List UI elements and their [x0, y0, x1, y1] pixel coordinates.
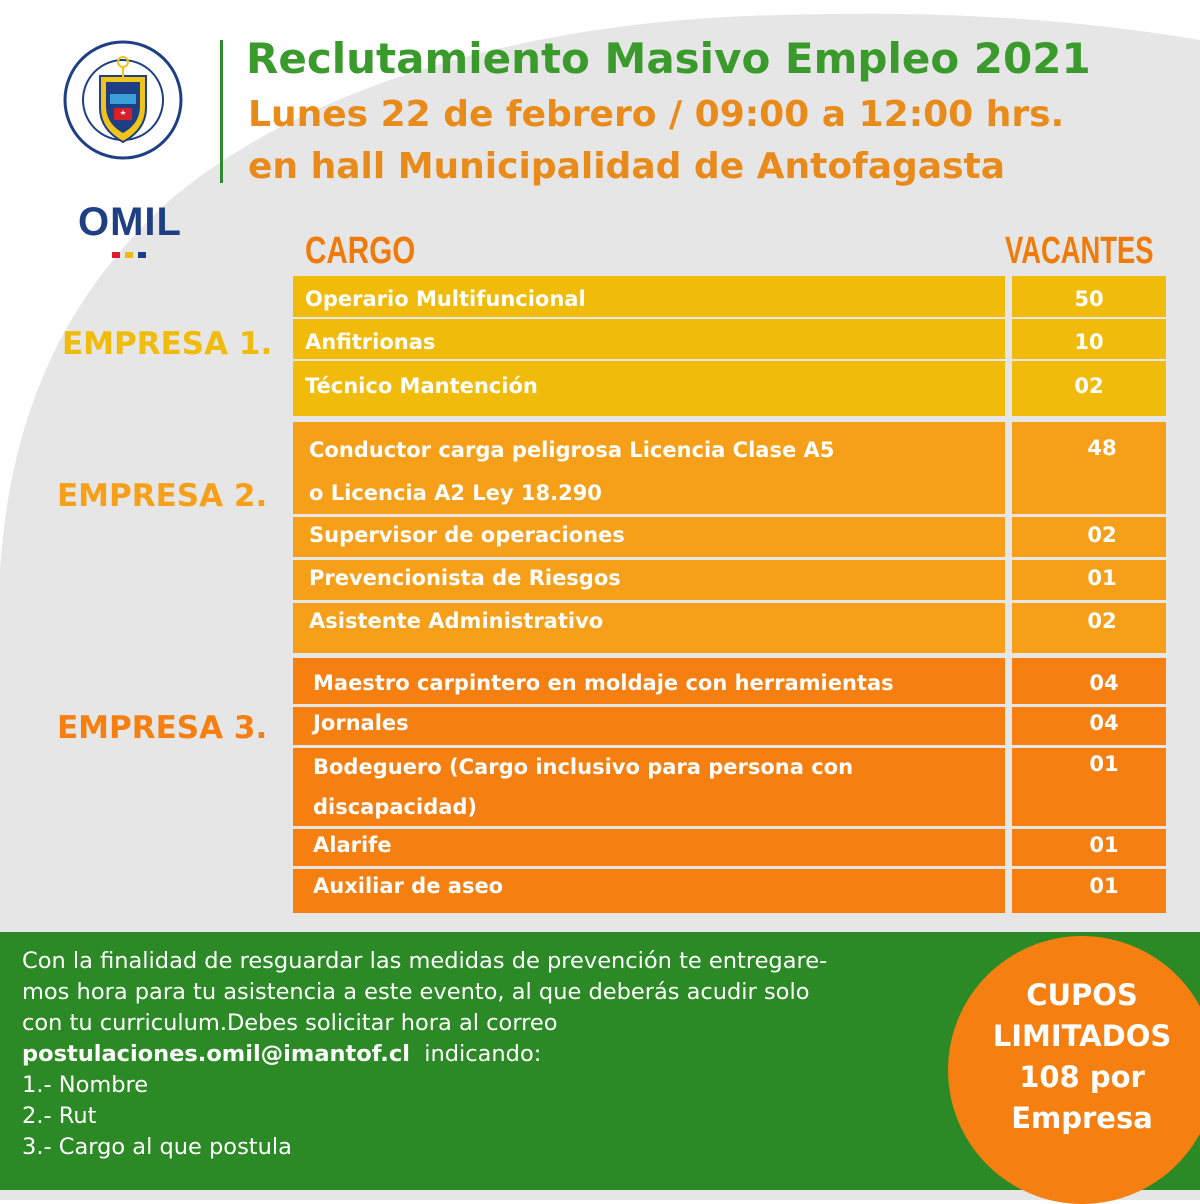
vacancy-count: [1012, 517, 1166, 557]
vacancy-value: 50: [1074, 287, 1104, 311]
event-date: Lunes 22 de febrero / 09:00 a 12:00 hrs.: [248, 94, 1065, 135]
vacancy-value: 04: [1089, 711, 1119, 735]
vacancy-value: 02: [1087, 523, 1117, 547]
job-title: Alarife: [313, 833, 392, 857]
badge-line: Empresa: [1011, 1101, 1153, 1135]
table-row: [293, 869, 1005, 913]
event-location: en hall Municipalidad de Antofagasta: [248, 146, 1006, 187]
page-title: Reclutamiento Masivo Empleo 2021: [246, 34, 1091, 83]
badge-line: CUPOS: [1026, 978, 1138, 1012]
info-text: [22, 946, 972, 1163]
info-line: con tu curriculum.Debes solicitar hora al correo: [22, 1010, 558, 1036]
company-label: EMPRESA 3.: [57, 710, 268, 746]
job-title: Bodeguero (Cargo inclusivo para persona con: [313, 755, 854, 779]
vacancy-count: [1012, 276, 1166, 317]
table-row: [293, 276, 1005, 317]
vacancy-count: [1012, 319, 1166, 359]
contact-email[interactable]: postulaciones.omil@imantof.cl: [22, 1041, 410, 1067]
job-title-continued: discapacidad): [313, 795, 478, 819]
job-title: Conductor carga peligrosa Licencia Clase A5: [309, 438, 835, 462]
vacancy-count: [1012, 422, 1166, 514]
table-row: [293, 707, 1005, 745]
vacancy-value: 10: [1074, 330, 1104, 354]
vacancy-value: 02: [1087, 609, 1117, 633]
badge-line: 108 por: [1019, 1060, 1145, 1094]
job-title: Técnico Mantención: [305, 374, 538, 398]
info-line: Con la finalidad de resguardar las medidas de prevención te entregare-: [22, 948, 828, 974]
table-row: [293, 603, 1005, 653]
job-title: Asistente Administrativo: [309, 609, 604, 633]
info-line: mos hora para tu asistencia a este evento, al que deberás acudir solo: [22, 979, 810, 1005]
requirement-item: 2.- Rut: [22, 1103, 97, 1129]
job-title: Operario Multifuncional: [305, 287, 586, 311]
vacancy-count: [1012, 707, 1166, 745]
omil-brand: OMIL: [78, 200, 182, 244]
vacancy-value: 01: [1089, 833, 1119, 857]
column-header-vacantes: VACANTES: [1005, 230, 1154, 272]
vacancy-value: 01: [1087, 566, 1117, 590]
job-title: Jornales: [313, 711, 409, 735]
job-title-continued: o Licencia A2 Ley 18.290: [309, 481, 602, 505]
vacancy-value: 48: [1087, 436, 1117, 460]
table-row: [293, 748, 1005, 826]
job-title: Supervisor de operaciones: [309, 523, 625, 547]
table-row: [293, 422, 1005, 514]
company-label: EMPRESA 1.: [62, 326, 273, 362]
limited-spots-text: [948, 975, 1200, 1139]
table-row: [293, 560, 1005, 600]
title-divider: [220, 40, 223, 183]
column-header-cargo: CARGO: [305, 230, 416, 272]
vacancy-value: 01: [1089, 874, 1119, 898]
requirement-item: 1.- Nombre: [22, 1072, 149, 1098]
vacancy-count: [1012, 658, 1166, 704]
vacancy-count: [1012, 748, 1166, 826]
vacancy-count: [1012, 560, 1166, 600]
email-suffix: indicando:: [409, 1041, 542, 1067]
vacancy-count: [1012, 603, 1166, 653]
vacancy-value: 01: [1089, 752, 1119, 776]
badge-line: LIMITADOS: [992, 1019, 1172, 1053]
brand-color-dots: [112, 252, 146, 258]
vacancy-count: [1012, 829, 1166, 866]
job-title: Anfitrionas: [305, 330, 436, 354]
email-line: [22, 1039, 972, 1070]
table-row: [293, 319, 1005, 359]
vacancy-count: [1012, 869, 1166, 913]
vacancy-value: 02: [1074, 374, 1104, 398]
table-row: [293, 361, 1005, 416]
table-row: [293, 517, 1005, 557]
job-title: Maestro carpintero en moldaje con herramientas: [313, 671, 894, 695]
job-title: Prevencionista de Riesgos: [309, 566, 621, 590]
table-row: [293, 658, 1005, 704]
job-title: Auxiliar de aseo: [313, 874, 504, 898]
requirement-item: 3.- Cargo al que postula: [22, 1134, 292, 1160]
table-row: [293, 829, 1005, 866]
vacancy-count: [1012, 361, 1166, 416]
municipal-crest-icon: [62, 38, 184, 168]
vacancy-value: 04: [1089, 671, 1119, 695]
company-label: EMPRESA 2.: [57, 478, 268, 514]
